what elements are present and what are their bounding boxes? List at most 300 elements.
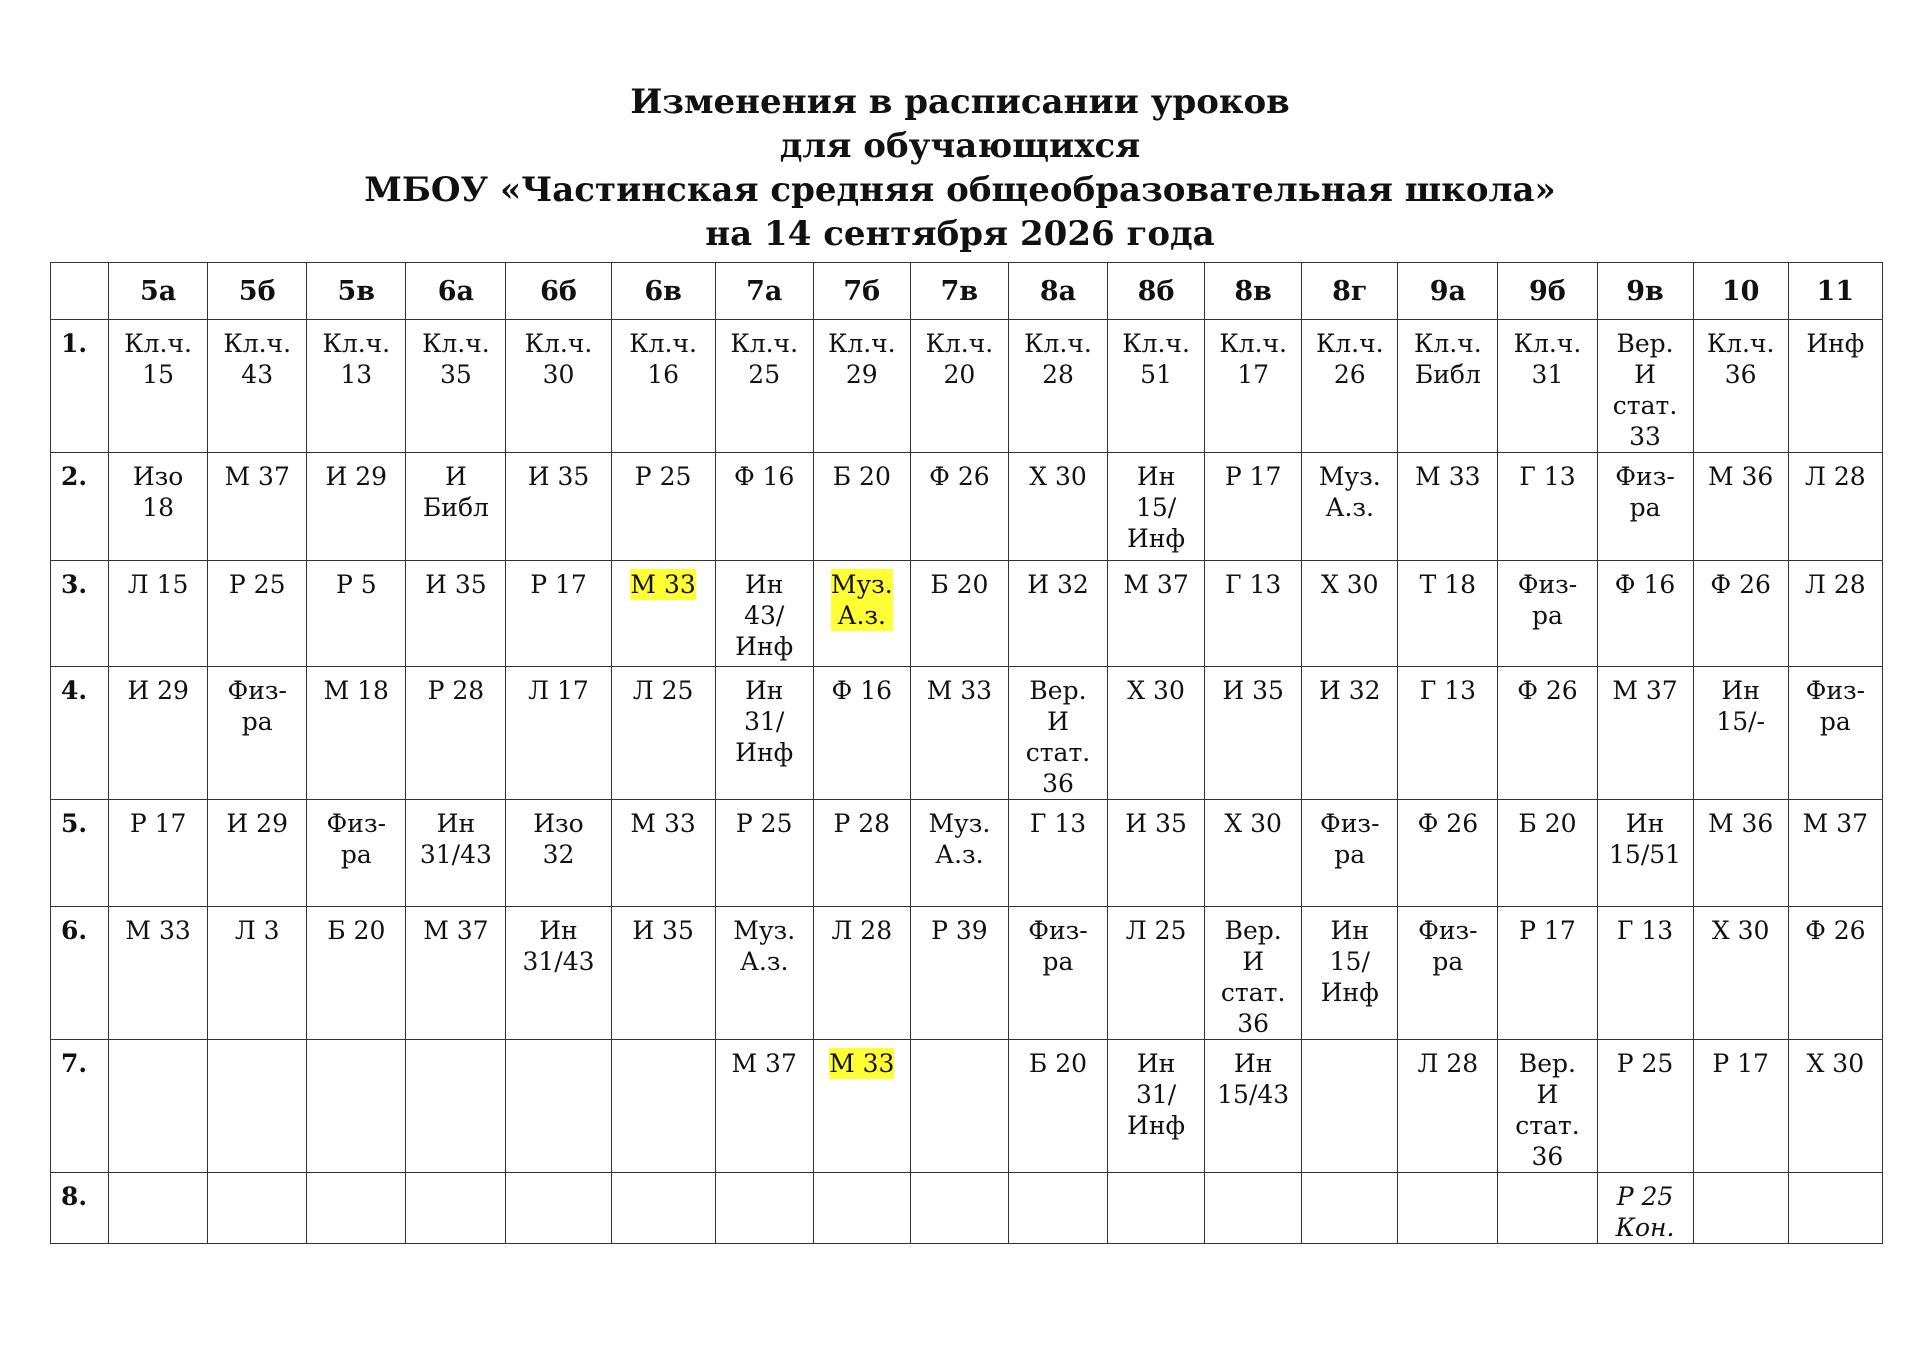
schedule-cell — [715, 1040, 813, 1173]
schedule-cell — [1597, 1173, 1693, 1244]
schedule-cell — [1302, 800, 1398, 907]
schedule-cell — [1205, 1040, 1302, 1173]
lesson-text: Р 39 — [931, 916, 988, 945]
schedule-cell — [1597, 320, 1693, 453]
lesson-text: Физ- ра — [1805, 676, 1866, 736]
highlighted-lesson-text: М 33 — [829, 1049, 895, 1078]
schedule-cell — [1498, 561, 1597, 667]
schedule-cell — [910, 667, 1008, 800]
schedule-cell — [1302, 1040, 1398, 1173]
schedule-cell — [1693, 907, 1788, 1040]
schedule-cell — [1108, 1173, 1205, 1244]
lesson-text: Кл.ч. 31 — [1513, 329, 1582, 389]
lesson-text: Кл.ч. 29 — [827, 329, 896, 389]
lesson-text: Ин 31/ Инф — [1127, 1049, 1186, 1140]
lesson-text: Ф 16 — [733, 462, 795, 491]
schedule-cell — [1398, 1173, 1498, 1244]
schedule-cell — [1788, 453, 1882, 561]
schedule-cell — [715, 561, 813, 667]
lesson-text: Кл.ч. 20 — [925, 329, 994, 389]
schedule-cell — [1008, 1173, 1107, 1244]
schedule-cell — [1597, 907, 1693, 1040]
schedule-cell — [506, 1040, 611, 1173]
document-title — [0, 80, 1920, 256]
lesson-text: Л 25 — [1125, 916, 1187, 945]
schedule-cell — [611, 800, 715, 907]
schedule-cell — [1498, 907, 1597, 1040]
lesson-text: Кл.ч. 43 — [223, 329, 292, 389]
lesson-text: Кл.ч. 36 — [1706, 329, 1775, 389]
schedule-cell — [109, 1173, 208, 1244]
schedule-cell — [307, 453, 406, 561]
class-header-14: 9б — [1498, 263, 1597, 320]
schedule-cell — [611, 1173, 715, 1244]
lesson-text: Л 25 — [632, 676, 694, 705]
lesson-text: Р 17 — [1519, 916, 1576, 945]
lesson-text: И 35 — [632, 916, 694, 945]
lesson-text: М 37 — [224, 462, 290, 491]
lesson-text: Ин 15/43 — [1217, 1049, 1290, 1109]
lesson-row-5 — [51, 800, 1883, 907]
lesson-text: М 33 — [1415, 462, 1481, 491]
schedule-cell — [1302, 907, 1398, 1040]
class-header-2: 5в — [307, 263, 406, 320]
lesson-text: Б 20 — [832, 462, 891, 491]
lesson-text: Кл.ч. 13 — [322, 329, 391, 389]
schedule-table — [50, 262, 1883, 1244]
lesson-row-2 — [51, 453, 1883, 561]
schedule-cell — [715, 453, 813, 561]
schedule-cell — [406, 320, 506, 453]
schedule-cell — [1788, 800, 1882, 907]
schedule-cell — [1008, 667, 1107, 800]
lesson-text: Л 15 — [127, 570, 189, 599]
schedule-cell — [1788, 1173, 1882, 1244]
lesson-text: Р 25 Кон. — [1615, 1182, 1675, 1242]
schedule-cell — [715, 907, 813, 1040]
schedule-cell — [910, 800, 1008, 907]
lesson-text: Г 13 — [1616, 916, 1674, 945]
lesson-text: Кл.ч. 15 — [124, 329, 192, 389]
lesson-text: Физ- ра — [1615, 462, 1675, 522]
schedule-cell — [1498, 320, 1597, 453]
schedule-cell — [715, 667, 813, 800]
highlighted-lesson-text: М 33 — [630, 570, 696, 599]
lesson-text: И 35 — [527, 462, 590, 491]
lesson-text: Т 18 — [1419, 570, 1477, 599]
lesson-text: Кл.ч. 25 — [730, 329, 799, 389]
class-header-17: 11 — [1788, 263, 1882, 320]
lesson-text: И 29 — [226, 809, 288, 838]
schedule-cell — [208, 561, 307, 667]
lesson-number: 4. — [51, 667, 109, 800]
lesson-text: Р 17 — [129, 809, 187, 838]
lesson-text: Х 30 — [1320, 570, 1379, 599]
schedule-cell — [1693, 453, 1788, 561]
lesson-text: Ф 26 — [1417, 809, 1479, 838]
lesson-text: Л 28 — [1805, 462, 1866, 491]
class-header-5: 6в — [611, 263, 715, 320]
lesson-number: 8. — [51, 1173, 109, 1244]
schedule-cell — [611, 453, 715, 561]
class-header-11: 8в — [1205, 263, 1302, 320]
schedule-cell — [813, 907, 910, 1040]
schedule-cell — [506, 453, 611, 561]
lesson-text: Р 17 — [530, 570, 587, 599]
schedule-cell — [1302, 453, 1398, 561]
title-line-1: Изменения в расписании уроков — [630, 82, 1290, 122]
lesson-number: 1. — [51, 320, 109, 453]
lesson-number: 7. — [51, 1040, 109, 1173]
schedule-cell — [715, 800, 813, 907]
lesson-text: Б 20 — [1028, 1049, 1088, 1078]
schedule-cell — [1398, 907, 1498, 1040]
lesson-text: Инф — [1806, 329, 1865, 358]
schedule-cell — [611, 320, 715, 453]
lesson-text: М 33 — [926, 676, 993, 705]
lesson-text: М 33 — [630, 809, 696, 838]
schedule-cell — [406, 907, 506, 1040]
lesson-text: Л 28 — [1417, 1049, 1479, 1078]
lesson-text: М 36 — [1707, 809, 1774, 838]
lesson-text: Физ- ра — [326, 809, 387, 869]
lesson-text: Кл.ч. 28 — [1024, 329, 1092, 389]
schedule-cell — [1205, 907, 1302, 1040]
schedule-cell — [1788, 1040, 1882, 1173]
lesson-text: Л 28 — [1805, 570, 1866, 599]
schedule-cell — [813, 1040, 910, 1173]
schedule-cell — [307, 1173, 406, 1244]
schedule-cell — [406, 800, 506, 907]
lesson-text: Б 20 — [1518, 809, 1577, 838]
schedule-cell — [1108, 1040, 1205, 1173]
lesson-text: Р 17 — [1712, 1049, 1769, 1078]
header-corner-cell — [51, 263, 109, 320]
schedule-cell — [1498, 667, 1597, 800]
schedule-cell — [813, 453, 910, 561]
lesson-text: Ин 15/ Инф — [1320, 916, 1379, 1007]
lesson-text: Изо 32 — [533, 809, 584, 869]
lesson-text: М 33 — [125, 916, 191, 945]
lesson-text: Б 20 — [327, 916, 386, 945]
header-row — [51, 263, 1883, 320]
class-header-6: 7а — [715, 263, 813, 320]
schedule-cell — [910, 907, 1008, 1040]
schedule-cell — [109, 667, 208, 800]
schedule-cell — [208, 1173, 307, 1244]
schedule-cell — [208, 907, 307, 1040]
schedule-cell — [406, 1040, 506, 1173]
schedule-cell — [611, 907, 715, 1040]
schedule-cell — [1693, 800, 1788, 907]
schedule-cell — [1398, 453, 1498, 561]
schedule-cell — [1008, 561, 1107, 667]
schedule-cell — [208, 800, 307, 907]
schedule-cell — [611, 561, 715, 667]
lesson-text: М 18 — [323, 676, 389, 705]
schedule-cell — [1398, 320, 1498, 453]
schedule-cell — [1693, 561, 1788, 667]
lesson-text: Вер. И стат. 36 — [1025, 676, 1091, 798]
schedule-cell — [910, 453, 1008, 561]
lesson-text: Л 3 — [234, 916, 280, 945]
schedule-cell — [1008, 800, 1107, 907]
lesson-text: Физ- ра — [1028, 916, 1088, 976]
lesson-text: Кл.ч. 17 — [1219, 329, 1287, 389]
schedule-cell — [1108, 453, 1205, 561]
lesson-text: Физ- ра — [227, 676, 287, 736]
schedule-cell — [715, 320, 813, 453]
lesson-text: Физ- ра — [1517, 570, 1578, 630]
schedule-cell — [1498, 453, 1597, 561]
schedule-cell — [109, 561, 208, 667]
schedule-cell — [109, 800, 208, 907]
lesson-row-1 — [51, 320, 1883, 453]
title-line-4: на 14 сентября 2026 года — [705, 214, 1215, 254]
lesson-text: Р 28 — [833, 809, 891, 838]
schedule-cell — [1498, 800, 1597, 907]
lesson-text: Вер. И стат. 33 — [1612, 329, 1678, 451]
schedule-cell — [208, 320, 307, 453]
schedule-cell — [1788, 667, 1882, 800]
schedule-cell — [1597, 1040, 1693, 1173]
class-header-7: 7б — [813, 263, 910, 320]
lesson-text: Муз. А.з. — [733, 916, 796, 976]
lesson-text: Л 28 — [831, 916, 893, 945]
lesson-row-7 — [51, 1040, 1883, 1173]
lesson-text: Ин 31/43 — [522, 916, 595, 976]
schedule-cell — [910, 1173, 1008, 1244]
schedule-cell — [910, 1040, 1008, 1173]
schedule-cell — [813, 800, 910, 907]
schedule-cell — [1302, 1173, 1398, 1244]
lesson-text: Х 30 — [1711, 916, 1770, 945]
schedule-cell — [1302, 667, 1398, 800]
lesson-row-6 — [51, 907, 1883, 1040]
lesson-text: Х 30 — [1127, 676, 1185, 705]
lesson-text: Кл.ч. Библ — [1414, 329, 1482, 389]
schedule-cell — [406, 561, 506, 667]
schedule-cell — [506, 800, 611, 907]
schedule-cell — [406, 667, 506, 800]
lesson-text: Ин 31/43 — [419, 809, 492, 869]
highlighted-lesson-text: Муз. А.з. — [830, 570, 893, 630]
lesson-text: Ф 26 — [929, 462, 990, 491]
lesson-text: Р 5 — [335, 570, 377, 599]
lesson-text: Л 17 — [528, 676, 589, 705]
lesson-text: И Библ — [422, 462, 489, 522]
schedule-cell — [813, 1173, 910, 1244]
lesson-text: Г 13 — [1029, 809, 1087, 838]
schedule-cell — [1597, 561, 1693, 667]
schedule-cell — [1693, 320, 1788, 453]
schedule-cell — [1788, 320, 1882, 453]
lesson-text: М 37 — [731, 1049, 797, 1078]
lesson-row-3 — [51, 561, 1883, 667]
schedule-cell — [1597, 453, 1693, 561]
schedule-cell — [406, 1173, 506, 1244]
lesson-text: М 37 — [1123, 570, 1189, 599]
lesson-text: М 37 — [423, 916, 489, 945]
schedule-cell — [1008, 1040, 1107, 1173]
schedule-cell — [1205, 320, 1302, 453]
schedule-cell — [1693, 1173, 1788, 1244]
lesson-text: Х 30 — [1224, 809, 1282, 838]
lesson-text: И 29 — [325, 462, 388, 491]
schedule-cell — [1205, 800, 1302, 907]
lesson-text: Г 13 — [1225, 570, 1282, 599]
class-header-3: 6а — [406, 263, 506, 320]
schedule-cell — [1302, 320, 1398, 453]
lesson-text: М 37 — [1612, 676, 1678, 705]
lesson-text: Б 20 — [930, 570, 989, 599]
lesson-text: Х 30 — [1029, 462, 1087, 491]
schedule-cell — [1498, 1040, 1597, 1173]
schedule-cell — [1597, 667, 1693, 800]
schedule-cell — [506, 320, 611, 453]
schedule-cell — [611, 1040, 715, 1173]
lesson-text: Кл.ч. 26 — [1315, 329, 1384, 389]
lesson-text: Ф 16 — [831, 676, 893, 705]
schedule-cell — [1008, 320, 1107, 453]
schedule-cell — [109, 907, 208, 1040]
schedule-cell — [910, 561, 1008, 667]
lesson-text: Р 25 — [634, 462, 692, 491]
lesson-text: И 32 — [1027, 570, 1089, 599]
lesson-text: М 36 — [1707, 462, 1774, 491]
lesson-text: Р 25 — [735, 809, 793, 838]
lesson-number: 5. — [51, 800, 109, 907]
title-line-3: МБОУ «Частинская средняя общеобразовательная школа» — [364, 170, 1556, 210]
class-header-10: 8б — [1108, 263, 1205, 320]
schedule-cell — [1108, 320, 1205, 453]
lesson-text: Муз. А.з. — [1318, 462, 1381, 522]
lesson-text: М 37 — [1802, 809, 1869, 838]
class-header-12: 8г — [1302, 263, 1398, 320]
lesson-text: Р 25 — [228, 570, 286, 599]
lesson-text: Г 13 — [1519, 462, 1576, 491]
lesson-number: 3. — [51, 561, 109, 667]
lesson-text: И 32 — [1318, 676, 1381, 705]
schedule-cell — [910, 320, 1008, 453]
schedule-cell — [506, 561, 611, 667]
schedule-cell — [208, 453, 307, 561]
lesson-text: Х 30 — [1806, 1049, 1865, 1078]
schedule-cell — [208, 667, 307, 800]
class-header-8: 7в — [910, 263, 1008, 320]
lesson-text: Кл.ч. 16 — [629, 329, 697, 389]
schedule-cell — [1205, 1173, 1302, 1244]
schedule-cell — [1398, 667, 1498, 800]
schedule-cell — [1302, 561, 1398, 667]
schedule-cell — [1693, 1040, 1788, 1173]
class-header-0: 5а — [109, 263, 208, 320]
lesson-text: Ин 15/- — [1716, 676, 1765, 736]
lesson-number: 6. — [51, 907, 109, 1040]
schedule-cell — [208, 1040, 307, 1173]
lesson-text: Г 13 — [1419, 676, 1477, 705]
lesson-text: Ин 43/ Инф — [735, 570, 794, 661]
schedule-cell — [307, 800, 406, 907]
lesson-text: И 35 — [425, 570, 487, 599]
lesson-text: Р 25 — [1616, 1049, 1674, 1078]
lesson-row-4 — [51, 667, 1883, 800]
lesson-text: Кл.ч. 35 — [422, 329, 490, 389]
lesson-row-8 — [51, 1173, 1883, 1244]
lesson-text: Р 28 — [427, 676, 485, 705]
lesson-text: Ф 26 — [1805, 916, 1866, 945]
class-header-16: 10 — [1693, 263, 1788, 320]
schedule-cell — [1398, 1040, 1498, 1173]
schedule-cell — [1788, 561, 1882, 667]
schedule-cell — [307, 1040, 406, 1173]
lesson-text: Кл.ч. 30 — [524, 329, 593, 389]
schedule-cell — [1205, 561, 1302, 667]
class-header-9: 8а — [1008, 263, 1107, 320]
schedule-cell — [813, 320, 910, 453]
lesson-text: И 29 — [127, 676, 189, 705]
lesson-text: Р 17 — [1224, 462, 1282, 491]
schedule-cell — [406, 453, 506, 561]
schedule-cell — [1205, 453, 1302, 561]
schedule-cell — [1108, 800, 1205, 907]
schedule-cell — [109, 453, 208, 561]
class-header-4: 6б — [506, 263, 611, 320]
schedule-cell — [307, 320, 406, 453]
lesson-text: И 35 — [1222, 676, 1284, 705]
schedule-cell — [1788, 907, 1882, 1040]
schedule-cell — [611, 667, 715, 800]
lesson-text: Кл.ч. 51 — [1122, 329, 1190, 389]
schedule-cell — [1108, 561, 1205, 667]
class-header-1: 5б — [208, 263, 307, 320]
lesson-text: Ин 15/ Инф — [1127, 462, 1186, 553]
lesson-number: 2. — [51, 453, 109, 561]
lesson-text: Муз. А.з. — [928, 809, 991, 869]
schedule-cell — [1108, 907, 1205, 1040]
schedule-cell — [813, 561, 910, 667]
schedule-cell — [1008, 907, 1107, 1040]
schedule-cell — [1398, 800, 1498, 907]
schedule-cell — [506, 667, 611, 800]
schedule-cell — [1008, 453, 1107, 561]
schedule-cell — [1498, 1173, 1597, 1244]
class-header-15: 9в — [1597, 263, 1693, 320]
lesson-text: Вер. И стат. 36 — [1220, 916, 1286, 1038]
schedule-cell — [506, 1173, 611, 1244]
schedule-cell — [1108, 667, 1205, 800]
lesson-text: И 35 — [1125, 809, 1187, 838]
lesson-text: Ин 31/ Инф — [735, 676, 794, 767]
schedule-cell — [1693, 667, 1788, 800]
title-line-2: для обучающихся — [779, 126, 1141, 166]
lesson-text: Физ- ра — [1320, 809, 1380, 869]
schedule-cell — [109, 320, 208, 453]
lesson-text: Ф 16 — [1614, 570, 1676, 599]
class-header-13: 9а — [1398, 263, 1498, 320]
lesson-text: Ф 26 — [1517, 676, 1578, 705]
schedule-cell — [307, 561, 406, 667]
schedule-cell — [307, 907, 406, 1040]
lesson-text: Физ- ра — [1418, 916, 1478, 976]
schedule-cell — [506, 907, 611, 1040]
schedule-cell — [307, 667, 406, 800]
schedule-cell — [109, 1040, 208, 1173]
lesson-text: Вер. И стат. 36 — [1515, 1049, 1580, 1171]
lesson-text: Ин 15/51 — [1609, 809, 1682, 869]
schedule-cell — [1205, 667, 1302, 800]
schedule-cell — [1398, 561, 1498, 667]
